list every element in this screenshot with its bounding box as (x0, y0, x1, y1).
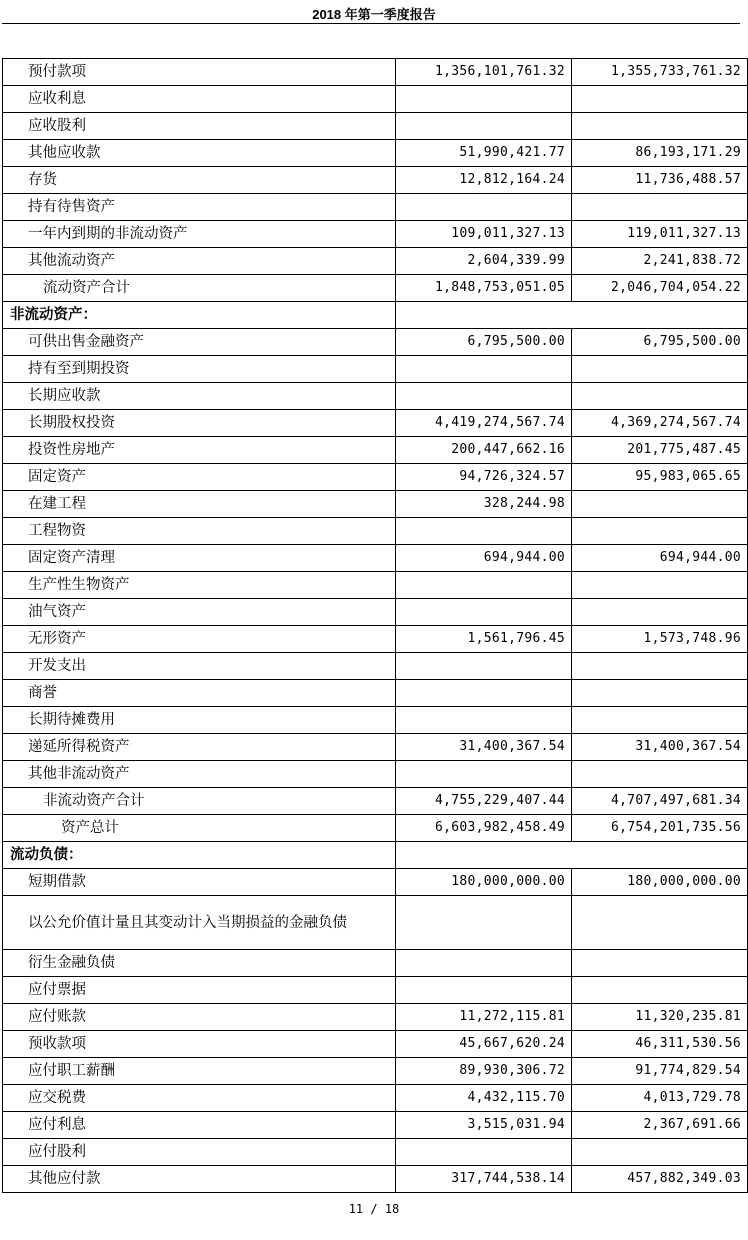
year-begin-value (572, 491, 748, 518)
period-end-value: 4,755,229,407.44 (396, 788, 572, 815)
year-begin-value (572, 896, 748, 950)
table-row (3, 410, 748, 437)
header-divider (2, 23, 740, 24)
row-label: 一年内到期的非流动资产 (3, 221, 396, 248)
year-begin-value (572, 977, 748, 1004)
period-end-value (396, 302, 572, 329)
table-row (3, 761, 748, 788)
table-row (3, 572, 748, 599)
period-end-value (396, 707, 572, 734)
period-end-value (396, 113, 572, 140)
year-begin-value: 95,983,065.65 (572, 464, 748, 491)
period-end-value (396, 86, 572, 113)
table-row (3, 464, 748, 491)
row-label: 其他应收款 (3, 140, 396, 167)
year-begin-value: 457,882,349.03 (572, 1166, 748, 1193)
row-label: 商誉 (3, 680, 396, 707)
row-label: 递延所得税资产 (3, 734, 396, 761)
period-end-value: 6,795,500.00 (396, 329, 572, 356)
period-end-value: 51,990,421.77 (396, 140, 572, 167)
period-end-value (396, 842, 572, 869)
period-end-value: 6,603,982,458.49 (396, 815, 572, 842)
row-label: 非流动资产： (3, 302, 396, 329)
page-number: 11 / 18 (348, 1202, 400, 1216)
table-row (3, 653, 748, 680)
table-row (3, 275, 748, 302)
row-label: 应付票据 (3, 977, 396, 1004)
row-label: 应交税费 (3, 1085, 396, 1112)
year-begin-value: 4,707,497,681.34 (572, 788, 748, 815)
row-label: 在建工程 (3, 491, 396, 518)
year-begin-value (572, 761, 748, 788)
table-row (3, 113, 748, 140)
year-begin-value (572, 599, 748, 626)
table-row (3, 491, 748, 518)
table-row (3, 680, 748, 707)
year-begin-value: 46,311,530.56 (572, 1031, 748, 1058)
period-end-value: 328,244.98 (396, 491, 572, 518)
row-label: 长期待摊费用 (3, 707, 396, 734)
row-label: 存货 (3, 167, 396, 194)
year-begin-value: 6,795,500.00 (572, 329, 748, 356)
period-end-value: 1,356,101,761.32 (396, 59, 572, 86)
year-begin-value (572, 356, 748, 383)
year-begin-value (572, 842, 748, 869)
table-row (3, 599, 748, 626)
year-begin-value: 2,241,838.72 (572, 248, 748, 275)
period-end-value (396, 680, 572, 707)
period-end-value (396, 194, 572, 221)
table-row (3, 1004, 748, 1031)
row-label: 应付职工薪酬 (3, 1058, 396, 1085)
table-row (3, 437, 748, 464)
row-label: 其他非流动资产 (3, 761, 396, 788)
year-begin-value (572, 653, 748, 680)
row-label: 应收利息 (3, 86, 396, 113)
year-begin-value: 2,367,691.66 (572, 1112, 748, 1139)
year-begin-value: 11,320,235.81 (572, 1004, 748, 1031)
year-begin-value: 4,013,729.78 (572, 1085, 748, 1112)
year-begin-value: 180,000,000.00 (572, 869, 748, 896)
table-row (3, 545, 748, 572)
year-begin-value (572, 383, 748, 410)
year-begin-value: 6,754,201,735.56 (572, 815, 748, 842)
year-begin-value: 86,193,171.29 (572, 140, 748, 167)
row-label: 短期借款 (3, 869, 396, 896)
row-label: 流动资产合计 (3, 275, 396, 302)
period-end-value (396, 572, 572, 599)
period-end-value: 694,944.00 (396, 545, 572, 572)
table-row (3, 86, 748, 113)
table-row (3, 977, 748, 1004)
period-end-value (396, 1139, 572, 1166)
period-end-value (396, 950, 572, 977)
row-label: 资产总计 (3, 815, 396, 842)
table-row (3, 518, 748, 545)
period-end-value: 45,667,620.24 (396, 1031, 572, 1058)
table-row (3, 1112, 748, 1139)
table-row (3, 626, 748, 653)
year-begin-value: 1,573,748.96 (572, 626, 748, 653)
period-end-value: 94,726,324.57 (396, 464, 572, 491)
period-end-value (396, 518, 572, 545)
year-begin-value (572, 707, 748, 734)
row-label: 持有待售资产 (3, 194, 396, 221)
row-label: 持有至到期投资 (3, 356, 396, 383)
row-label: 固定资产 (3, 464, 396, 491)
table-row (3, 950, 748, 977)
year-begin-value: 11,736,488.57 (572, 167, 748, 194)
period-end-value: 4,419,274,567.74 (396, 410, 572, 437)
year-begin-value (572, 518, 748, 545)
year-begin-value (572, 86, 748, 113)
year-begin-value (572, 680, 748, 707)
row-label: 预付款项 (3, 59, 396, 86)
year-begin-value (572, 572, 748, 599)
period-end-value (396, 599, 572, 626)
row-label: 投资性房地产 (3, 437, 396, 464)
table-row (3, 302, 748, 329)
year-begin-value: 119,011,327.13 (572, 221, 748, 248)
table-row (3, 248, 748, 275)
row-label: 以公允价值计量且其变动计入当期损益的金融负债 (3, 896, 396, 950)
row-label: 流动负债： (3, 842, 396, 869)
period-end-value: 1,848,753,051.05 (396, 275, 572, 302)
row-label: 应付账款 (3, 1004, 396, 1031)
row-label: 应收股利 (3, 113, 396, 140)
year-begin-value (572, 113, 748, 140)
table-row (3, 734, 748, 761)
row-label: 预收款项 (3, 1031, 396, 1058)
row-label: 衍生金融负债 (3, 950, 396, 977)
row-label: 其他应付款 (3, 1166, 396, 1193)
table-row (3, 1085, 748, 1112)
table-row (3, 1139, 748, 1166)
table-row (3, 329, 748, 356)
row-label: 其他流动资产 (3, 248, 396, 275)
period-end-value: 317,744,538.14 (396, 1166, 572, 1193)
period-end-value (396, 896, 572, 950)
row-label: 应付股利 (3, 1139, 396, 1166)
year-begin-value: 694,944.00 (572, 545, 748, 572)
year-begin-value (572, 302, 748, 329)
period-end-value (396, 653, 572, 680)
period-end-value: 200,447,662.16 (396, 437, 572, 464)
table-row (3, 1031, 748, 1058)
report-title: 2018 年第一季度报告 (312, 7, 436, 22)
period-end-value: 12,812,164.24 (396, 167, 572, 194)
table-row (3, 221, 748, 248)
year-begin-value: 1,355,733,761.32 (572, 59, 748, 86)
year-begin-value (572, 950, 748, 977)
row-label: 油气资产 (3, 599, 396, 626)
balance-sheet-table (2, 58, 748, 1193)
year-begin-value: 91,774,829.54 (572, 1058, 748, 1085)
row-label: 生产性生物资产 (3, 572, 396, 599)
table-row (3, 59, 748, 86)
year-begin-value: 31,400,367.54 (572, 734, 748, 761)
period-end-value: 180,000,000.00 (396, 869, 572, 896)
row-label: 应付利息 (3, 1112, 396, 1139)
row-label: 工程物资 (3, 518, 396, 545)
period-end-value: 1,561,796.45 (396, 626, 572, 653)
row-label: 长期股权投资 (3, 410, 396, 437)
table-row (3, 788, 748, 815)
table-row (3, 1166, 748, 1193)
year-begin-value: 4,369,274,567.74 (572, 410, 748, 437)
period-end-value: 31,400,367.54 (396, 734, 572, 761)
table-row (3, 815, 748, 842)
table-row (3, 869, 748, 896)
row-label: 长期应收款 (3, 383, 396, 410)
period-end-value: 89,930,306.72 (396, 1058, 572, 1085)
period-end-value (396, 356, 572, 383)
table-row (3, 383, 748, 410)
row-label: 开发支出 (3, 653, 396, 680)
year-begin-value (572, 194, 748, 221)
table-row (3, 194, 748, 221)
period-end-value: 3,515,031.94 (396, 1112, 572, 1139)
year-begin-value: 2,046,704,054.22 (572, 275, 748, 302)
table-row (3, 140, 748, 167)
table-row (3, 896, 748, 950)
table-row (3, 356, 748, 383)
row-label: 无形资产 (3, 626, 396, 653)
period-end-value (396, 977, 572, 1004)
period-end-value (396, 761, 572, 788)
period-end-value: 4,432,115.70 (396, 1085, 572, 1112)
table-row (3, 707, 748, 734)
year-begin-value: 201,775,487.45 (572, 437, 748, 464)
year-begin-value (572, 1139, 748, 1166)
row-label: 固定资产清理 (3, 545, 396, 572)
period-end-value (396, 383, 572, 410)
period-end-value: 11,272,115.81 (396, 1004, 572, 1031)
table-row (3, 167, 748, 194)
table-row (3, 842, 748, 869)
row-label: 非流动资产合计 (3, 788, 396, 815)
period-end-value: 2,604,339.99 (396, 248, 572, 275)
row-label: 可供出售金融资产 (3, 329, 396, 356)
period-end-value: 109,011,327.13 (396, 221, 572, 248)
table-row (3, 1058, 748, 1085)
